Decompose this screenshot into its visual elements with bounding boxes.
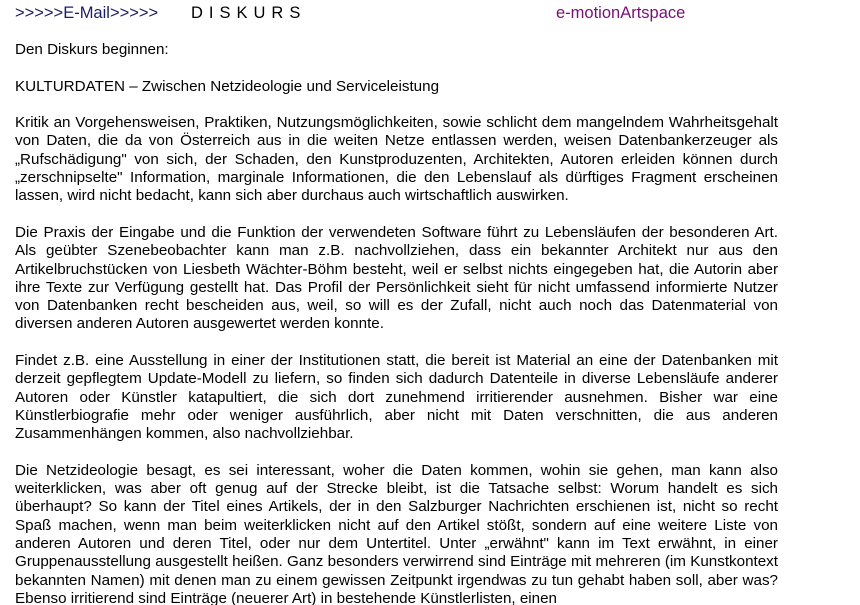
paragraph-4: Die Netzideologie besagt, es sei interessant, woher die Daten kommen, wohin sie gehen, man kann also weiterklicken, was aber oft genug auf der Strecke bleibt, ist die Tatsache selbst: Worum handelt es sich überhaupt? So kann der Titel eines Artikels, der in den Salzburger Nachrichten erschienen ist, nicht so recht Spaß machen, wenn man beim weiterklicken nicht auf den Artikel stößt, sondern auf eine weitere Liste von anderen Autoren und deren Titel, oder nur dem Untertitel. Unter „erwähnt" kann im Text erwähnt, in einer Gruppenausstellung ausgestellt heißen. Ganz besonders verwirrend sind Einträge mit mehreren (im Kunstkontext bekannten Namen) mit denen man zu einem gewissen Zeitpunkt irgendwas zu tun gehabt haben soll, aber was? Ebenso irritierend sind Einträge (neuerer Art) in bestehende Künstlerlisten, einen: [15, 461, 778, 605]
arrows-right: >>>>>: [109, 4, 159, 22]
article-heading: KULTURDATEN – Zwischen Netzideologie und Serviceleistung: [15, 77, 440, 95]
header-bar: [15, 3, 835, 23]
paragraph-2: Die Praxis der Eingabe und die Funktion der verwendeten Software führt zu Lebensläufen der besonderen Art. Als geübter Szenebeobachter kann man z.B. nachvollziehen, dass ein bekannter Architekt nur aus den Artikelbruchstücken von Liesbeth Wächter-Böhm besteht, weil er selbst nichts eingegeben hat, die Autorin aber ihre Texte zur Verfügung gestellt hat. Das Profil der Persönlichkeit sieht für nicht umfassend informierte Nutzer von Datenbanken recht bescheiden aus, weil, so will es der Zufall, nicht auch noch das Datenmaterial von diversen anderen Autoren ausgewertet werden konnte.: [15, 223, 778, 333]
paragraph-3: Findet z.B. eine Ausstellung in einer der Institutionen statt, die bereit ist Material an eine der Datenbanken mit derzeit gepflegtem Update-Modell zu liefern, so finden sich dadurch Datenteile in diverse Lebensläufe anderer Autoren oder Künstler katapultiert, die sich dort zunehmend irritierender ausnehmen. Bisher war eine Künstlerbiografie mehr oder weniger ausführlich, aber nicht mit Daten verschnitten, die aus anderen Zusammenhängen kommen, also nachvollziehbar.: [15, 352, 778, 443]
arrows-left: >>>>>: [15, 4, 64, 22]
brand-link[interactable]: e-motionArtspace: [556, 4, 686, 22]
email-link[interactable]: E-Mail: [63, 4, 110, 22]
intro-text: Den Diskurs beginnen:: [15, 41, 169, 58]
paragraph-1: Kritik an Vorgehensweisen, Praktiken, Nutzungsmöglichkeiten, sowie schlicht dem mangelndem Wahrheitsgehalt von Daten, die da von Österreich aus in die weiten Netze entlassen werden, weisen Datenbankerzeuger als „Rufschädigung" von sich, der Schaden, den Kunstproduzenten, Architekten, Autoren erleiden können durch „zerschnipselte" Information, marginale Informationen, die den Lebenslauf als dürftiges Fragment erscheinen lassen, wird nicht bedacht, kann sich aber durchaus auch wirtschaftlich auswirken.: [15, 114, 778, 205]
page-title: DISKURS: [191, 4, 307, 22]
article-body: [15, 41, 778, 605]
